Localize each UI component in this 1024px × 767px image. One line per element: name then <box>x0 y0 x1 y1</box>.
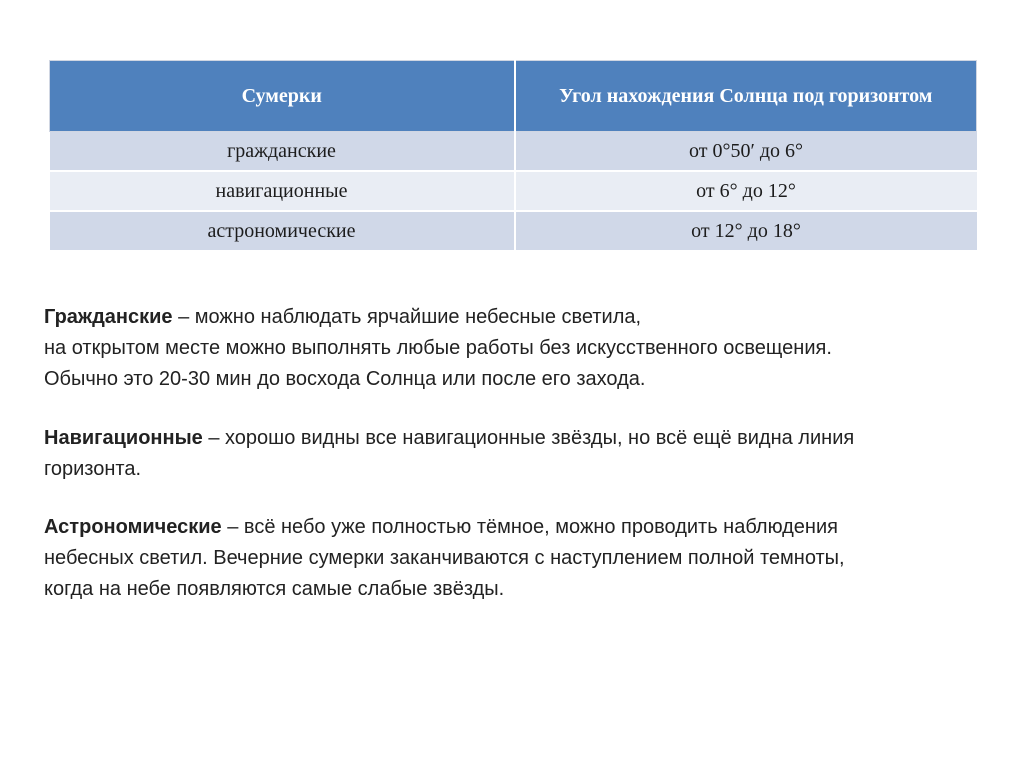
header-twilight: Сумерки <box>50 61 515 132</box>
term-nautical: Навигационные <box>44 427 203 449</box>
astronomical-line-1: – всё небо уже полностью тёмное, можно проводить наблюдения <box>221 516 838 538</box>
term-astronomical: Астрономические <box>44 516 222 538</box>
twilight-name-cell: гражданские <box>50 132 515 172</box>
header-sun-angle: Угол нахождения Солнца под горизонтом <box>515 61 977 132</box>
astronomical-line-2: небесных светил. Вечерние сумерки заканчиваются с наступлением полной темноты, <box>44 547 845 569</box>
nautical-line-1: – хорошо видны все навигационные звёзды, но всё ещё видна линия <box>202 427 855 449</box>
twilight-table <box>49 60 977 252</box>
term-civil: Гражданские <box>44 306 173 328</box>
civil-twilight-description <box>44 302 994 395</box>
table-row <box>50 171 977 211</box>
twilight-name-cell: навигационные <box>50 171 515 211</box>
nautical-twilight-description <box>44 423 994 485</box>
table-row <box>50 132 977 172</box>
nautical-line-2: горизонта. <box>44 458 142 480</box>
civil-line-3: Обычно это 20-30 мин до восхода Солнца или после его захода. <box>44 368 646 390</box>
sun-angle-cell: от 12° до 18° <box>515 211 977 251</box>
astronomical-line-3: когда на небе появляются самые слабые звёзды. <box>44 578 505 600</box>
civil-line-1: – можно наблюдать ярчайшие небесные светила, <box>172 306 642 328</box>
sun-angle-cell: от 6° до 12° <box>515 171 977 211</box>
astronomical-twilight-description <box>44 512 994 605</box>
twilight-name-cell: астрономические <box>50 211 515 251</box>
sun-angle-cell: от 0°50′ до 6° <box>515 132 977 172</box>
civil-line-2: на открытом месте можно выполнять любые работы без искусственного освещения. <box>44 337 832 359</box>
table-row <box>50 211 977 251</box>
table-header-row <box>50 61 977 132</box>
